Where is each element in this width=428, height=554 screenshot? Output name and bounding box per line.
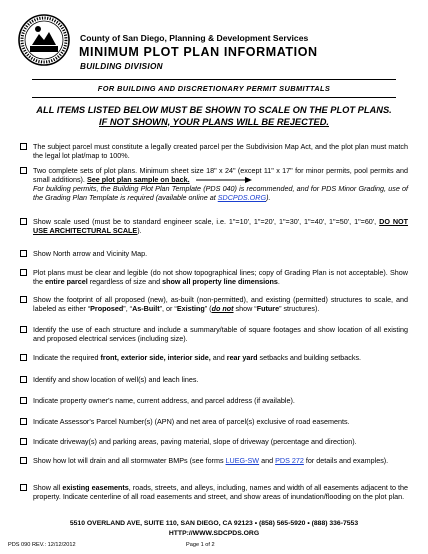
footer-address: 5510 OVERLAND AVE, SUITE 110, SAN DIEGO, CA 92123 • (858) 565-5920 • (888) 336-7553: [69, 520, 359, 527]
checklist-item: Indicate driveway(s) and parking areas, paving material, slope of driveway (percentage and direction).: [20, 437, 408, 446]
county-seal-icon: [18, 14, 70, 66]
sdcpds-link[interactable]: SDCPDS.ORG: [217, 193, 267, 202]
organization-name: County of San Diego, Planning & Development Services: [80, 33, 309, 43]
footer-website[interactable]: HTTP://WWW.SDCPDS.ORG: [168, 530, 260, 537]
warning-notice: [0, 105, 428, 128]
checkbox[interactable]: [20, 143, 27, 150]
checklist-item: Indicate Assessor's Parcel Number(s) (APN) and net area of parcel(s) exclusive of road easements.: [20, 417, 408, 426]
arrow-right-icon: [196, 177, 252, 183]
document-title: MINIMUM PLOT PLAN INFORMATION: [79, 45, 318, 59]
checkbox[interactable]: [20, 218, 27, 225]
form-id: PDS 090 REV.: 12/12/2012: [8, 542, 76, 548]
checklist-item: Identify the use of each structure and include a summary/table of square footages and show location of all existing and proposed electrical services (including size).: [20, 325, 408, 343]
checklist-item: Show North arrow and Vicinity Map.: [20, 249, 408, 258]
checkbox[interactable]: [20, 296, 27, 303]
checkbox[interactable]: [20, 397, 27, 404]
divider-top: [32, 79, 396, 80]
warning-line-1: ALL ITEMS LISTED BELOW MUST BE SHOWN TO SCALE ON THE PLOT PLANS.: [36, 105, 392, 115]
checkbox[interactable]: [20, 484, 27, 491]
checkbox[interactable]: [20, 269, 27, 276]
lueg-sw-link[interactable]: LUEG-SW: [225, 456, 260, 465]
subheading: FOR BUILDING AND DISCRETIONARY PERMIT SUBMITTALS: [97, 84, 331, 93]
plot-plan-sample-link[interactable]: See plot plan sample on back.: [86, 175, 190, 184]
divider-bottom: [32, 97, 396, 98]
warning-line-2: IF NOT SHOWN, YOUR PLANS WILL BE REJECTED.: [98, 116, 330, 127]
checkbox[interactable]: [20, 167, 27, 174]
checklist-item: Indicate property owner's name, current address, and parcel address (if available).: [20, 396, 408, 405]
checklist-item: Identify and show location of well(s) and leach lines.: [20, 375, 408, 384]
checklist-item: Show all existing easements, roads, streets, and alleys, including, names and width of all easements adjacent to the property. Indicate centerline of all road easements and street, and show areas of inundation/flooding on the plot plan.: [20, 483, 408, 501]
checklist-item: Two complete sets of plot plans. Minimum sheet size 18" x 24" (except 11" x 17" for minor permits, pool permits and small additions). See plot plan sample on back. For building permits, the Building Plot Plan Template (PDS 040) is recommended, and for PDS Minor Grading, use of the Grading Plan Template is required (available online at SDCPDS.ORG).: [20, 166, 408, 202]
division-name: BUILDING DIVISION: [80, 62, 163, 71]
checkbox[interactable]: [20, 376, 27, 383]
checklist-item: Show how lot will drain and all stormwater BMPs (see forms LUEG-SW and PDS 272 for details and examples).: [20, 456, 408, 465]
checklist-item: The subject parcel must constitute a legally created parcel per the Subdivision Map Act, and the plot plan must match the legal lot plat/map to 100%.: [20, 142, 408, 160]
checklist-item: Indicate the required front, exterior side, interior side, and rear yard setbacks and building setbacks.: [20, 353, 408, 362]
checklist-item: Plot plans must be clear and legible (do not show topographical lines; copy of Grading Plan is not acceptable). Show the entire parcel regardless of size and show all property line dimensions.: [20, 268, 408, 286]
checkbox[interactable]: [20, 418, 27, 425]
page-number: Page 1 of 2: [186, 542, 215, 548]
checkbox[interactable]: [20, 250, 27, 257]
checkbox[interactable]: [20, 326, 27, 333]
checklist-item: Show the footprint of all proposed (new), as-built (non-permitted), and existing (permitted) structures to scale, and labeled as either “Proposed”, “As-Built”, or “Existing” (do not show “Future” structures).: [20, 295, 408, 313]
checkbox[interactable]: [20, 457, 27, 464]
pds-272-link[interactable]: PDS 272: [275, 456, 304, 465]
checkbox[interactable]: [20, 354, 27, 361]
checkbox[interactable]: [20, 438, 27, 445]
checklist-item: Show scale used (must be to standard engineer scale, i.e. 1"=10', 1"=20', 1"=30', 1"=40', 1"=50', 1"=60', DO NOT USE ARCHITECTURAL SCALE).: [20, 217, 408, 235]
